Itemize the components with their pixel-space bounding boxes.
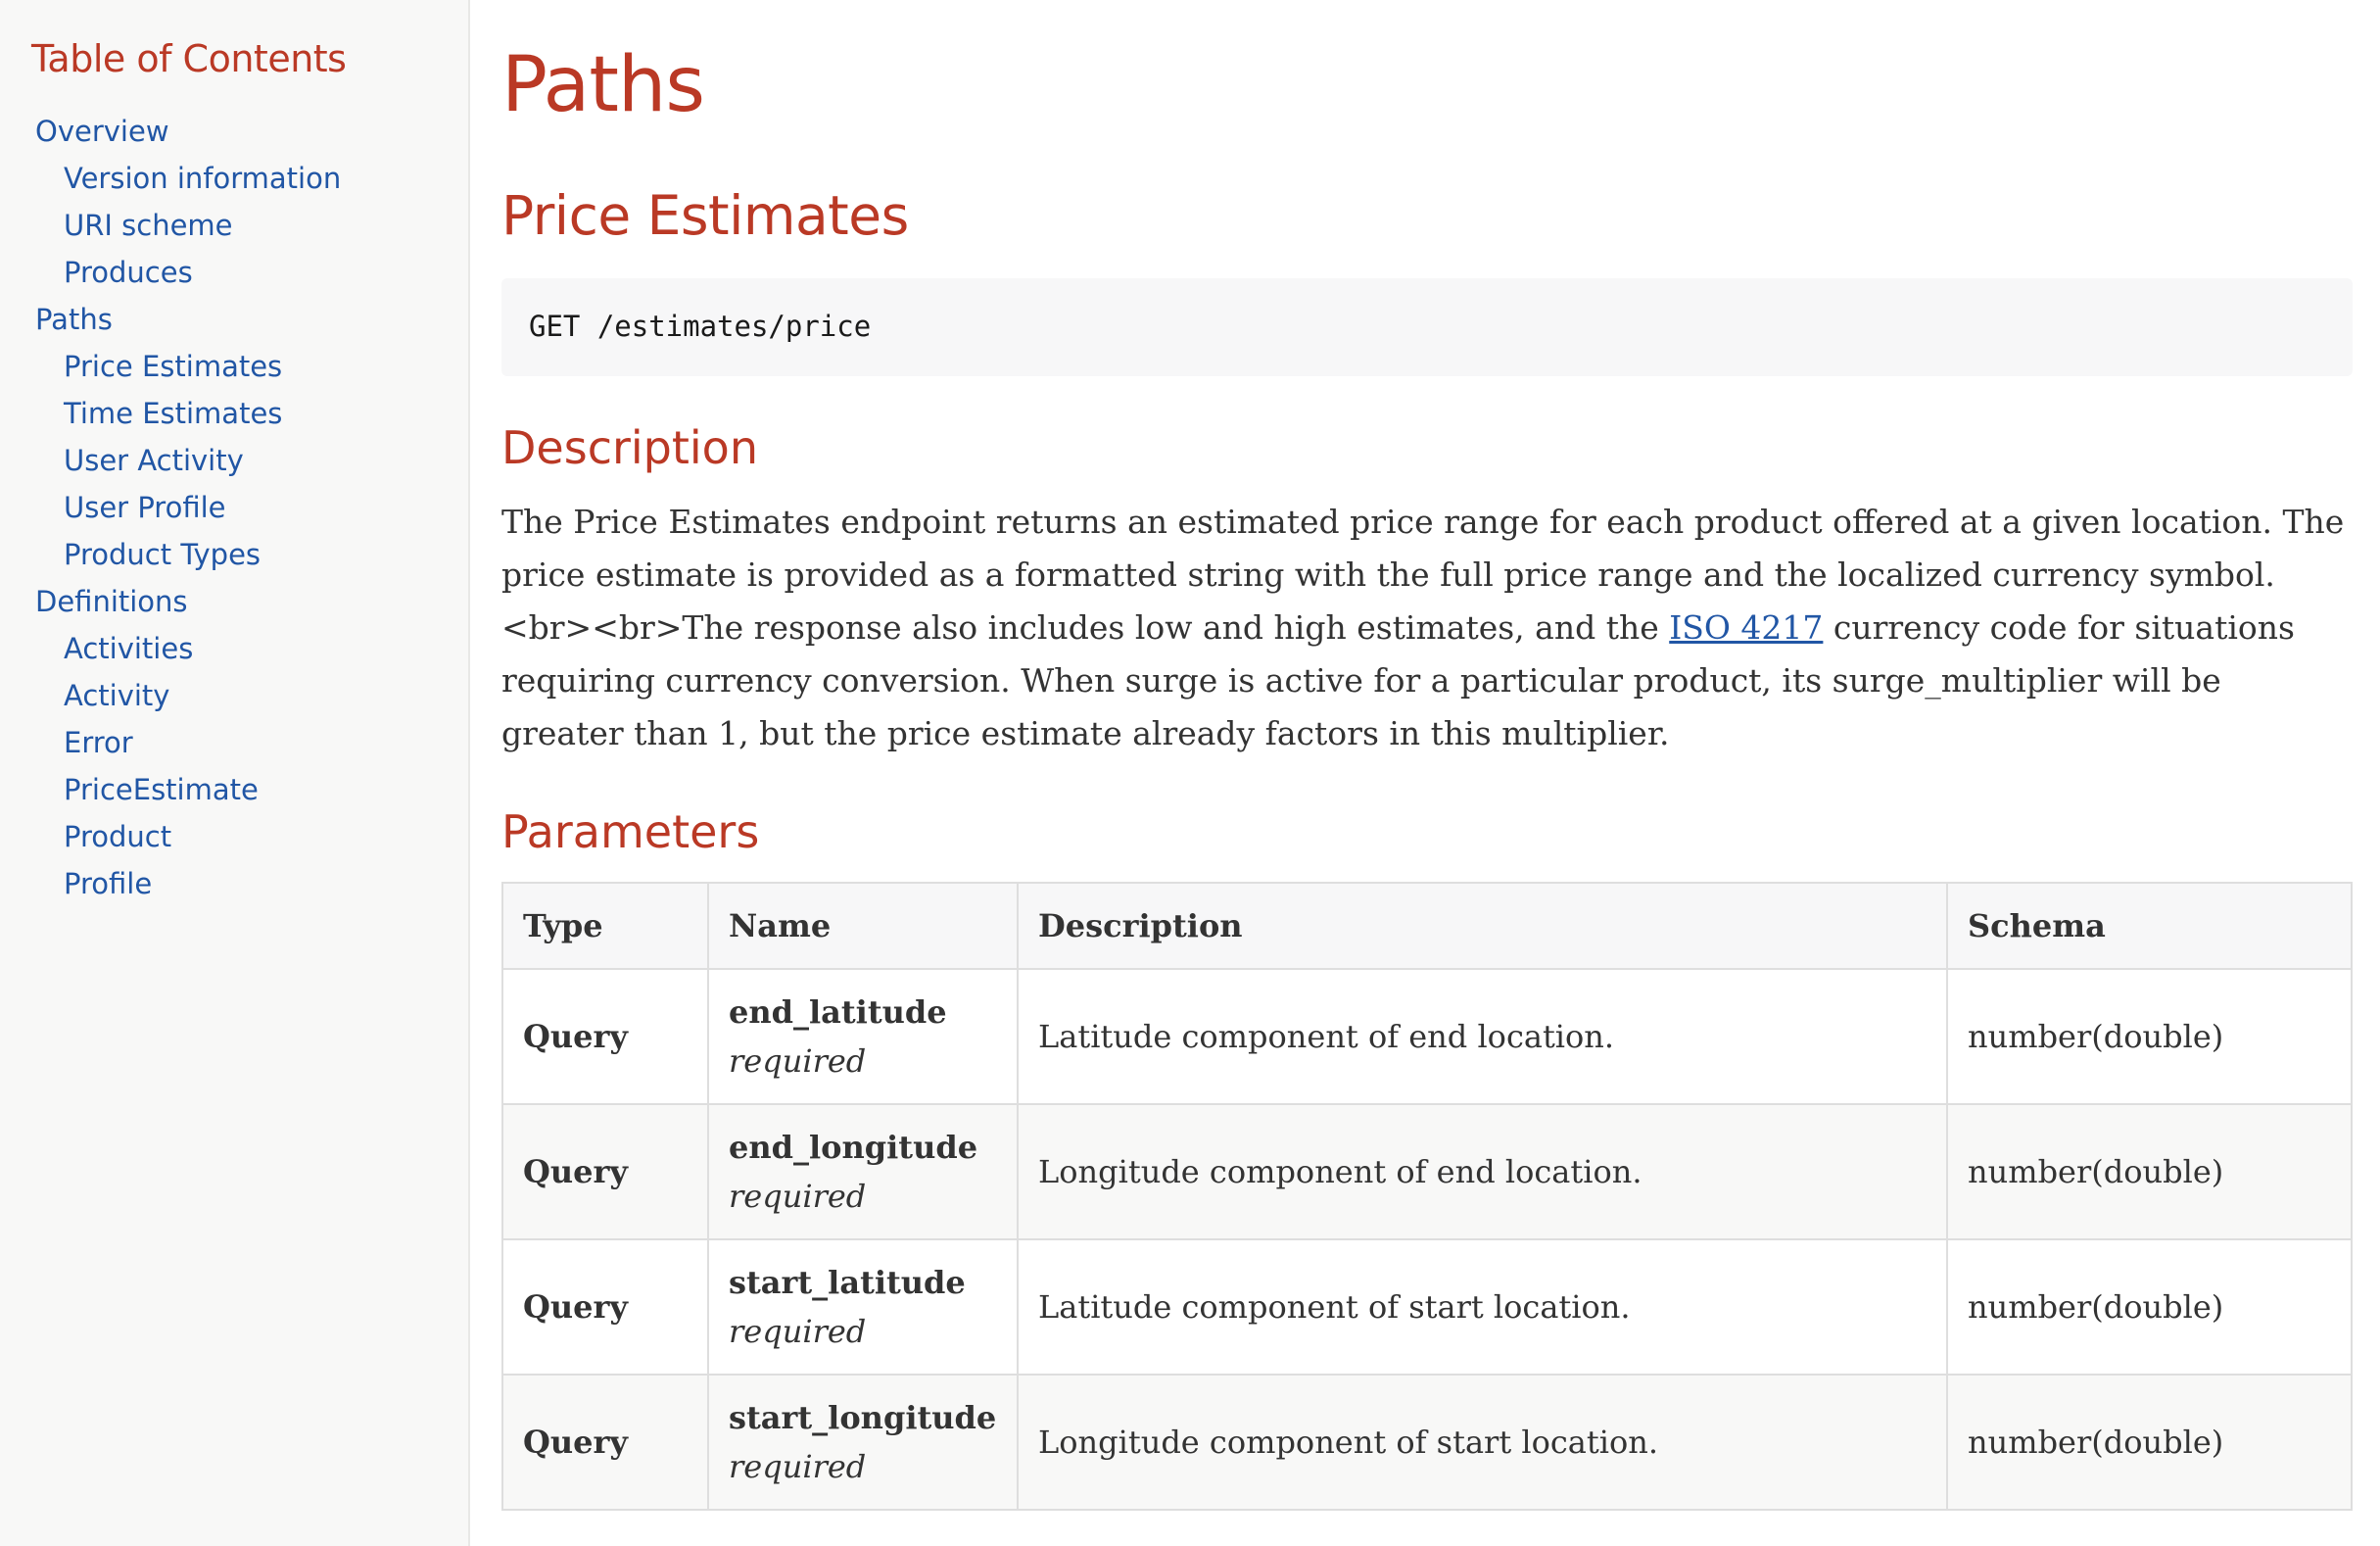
param-name: end_longitude bbox=[729, 1129, 978, 1166]
toc-link-profile[interactable]: Profile bbox=[64, 867, 153, 900]
toc-link-uri-scheme[interactable]: URI scheme bbox=[64, 209, 233, 242]
column-header-schema: Schema bbox=[1947, 883, 2352, 969]
param-required: required bbox=[729, 1313, 867, 1350]
parameters-table bbox=[501, 882, 2353, 1511]
param-name-cell bbox=[708, 969, 1018, 1104]
toc-sublist bbox=[35, 155, 341, 296]
endpoint-code-block: GET /estimates/price bbox=[501, 278, 2353, 376]
toc-link-produces[interactable]: Produces bbox=[64, 256, 193, 289]
toc-link-version-information[interactable]: Version information bbox=[64, 162, 342, 195]
toc-link-overview[interactable]: Overview bbox=[35, 115, 169, 148]
toc-link-paths[interactable]: Paths bbox=[35, 303, 113, 336]
toc-link-time-estimates[interactable]: Time Estimates bbox=[64, 397, 283, 430]
description-paragraph bbox=[501, 496, 2353, 760]
toc-link-user-activity[interactable]: User Activity bbox=[64, 444, 244, 477]
param-name-cell bbox=[708, 1375, 1018, 1510]
param-required: required bbox=[729, 1178, 867, 1215]
toc-link-user-profile[interactable]: User Profile bbox=[64, 491, 226, 524]
param-name-cell bbox=[708, 1104, 1018, 1239]
table-row bbox=[502, 969, 2352, 1104]
section-title: Price Estimates bbox=[501, 184, 909, 247]
toc-link-product-types[interactable]: Product Types bbox=[64, 538, 262, 571]
table-row bbox=[502, 1239, 2352, 1375]
param-required: required bbox=[729, 1448, 867, 1485]
param-name: start_longitude bbox=[729, 1399, 997, 1436]
toc-sublist bbox=[35, 625, 341, 907]
param-schema: number(double) bbox=[1947, 1375, 2352, 1510]
toc-list bbox=[35, 108, 341, 907]
param-name: start_latitude bbox=[729, 1264, 966, 1301]
toc-section bbox=[35, 578, 341, 907]
toc-link-activity[interactable]: Activity bbox=[64, 679, 170, 712]
toc-link-price-estimates[interactable]: Price Estimates bbox=[64, 350, 283, 383]
toc-section bbox=[35, 296, 341, 578]
column-header-name: Name bbox=[708, 883, 1018, 969]
param-required: required bbox=[729, 1042, 867, 1080]
page-title: Paths bbox=[501, 41, 704, 129]
param-schema: number(double) bbox=[1947, 1104, 2352, 1239]
column-header-description: Description bbox=[1018, 883, 1947, 969]
param-schema: number(double) bbox=[1947, 1239, 2352, 1375]
param-type: Query bbox=[502, 1375, 708, 1510]
description-text-start: The Price Estimates endpoint returns an estimated price range for each product offered at a given location. The price estimate is provided as a formatted string with the full price range and the localized currency symbol.<br><br>The response also includes low and high estimates, and the bbox=[501, 503, 2345, 647]
param-type: Query bbox=[502, 1104, 708, 1239]
table-row bbox=[502, 1375, 2352, 1510]
table-header-row bbox=[502, 883, 2352, 969]
param-name: end_latitude bbox=[729, 993, 947, 1031]
param-schema: number(double) bbox=[1947, 969, 2352, 1104]
param-description: Longitude component of start location. bbox=[1018, 1375, 1947, 1510]
param-description: Latitude component of start location. bbox=[1018, 1239, 1947, 1375]
param-description: Longitude component of end location. bbox=[1018, 1104, 1947, 1239]
param-name-cell bbox=[708, 1239, 1018, 1375]
description-text-end: currency code for situations requiring currency conversion. When surge is active for a particular product, its surge_multiplier will be greater than 1, but the price estimate already factors in this multiplier. bbox=[501, 608, 2295, 752]
param-description: Latitude component of end location. bbox=[1018, 969, 1947, 1104]
table-of-contents-sidebar bbox=[0, 0, 470, 1546]
description-heading: Description bbox=[501, 421, 758, 474]
toc-link-activities[interactable]: Activities bbox=[64, 632, 194, 665]
table-row bbox=[502, 1104, 2352, 1239]
iso-4217-link[interactable]: ISO 4217 bbox=[1669, 608, 1824, 647]
toc-sublist bbox=[35, 343, 341, 578]
param-type: Query bbox=[502, 1239, 708, 1375]
column-header-type: Type bbox=[502, 883, 708, 969]
toc-section bbox=[35, 108, 341, 296]
toc-link-definitions[interactable]: Definitions bbox=[35, 585, 188, 618]
parameters-heading: Parameters bbox=[501, 805, 760, 858]
toc-link-priceestimate[interactable]: PriceEstimate bbox=[64, 773, 259, 806]
toc-title: Table of Contents bbox=[31, 37, 347, 80]
toc-link-error[interactable]: Error bbox=[64, 726, 133, 759]
toc-link-product[interactable]: Product bbox=[64, 820, 172, 853]
param-type: Query bbox=[502, 969, 708, 1104]
